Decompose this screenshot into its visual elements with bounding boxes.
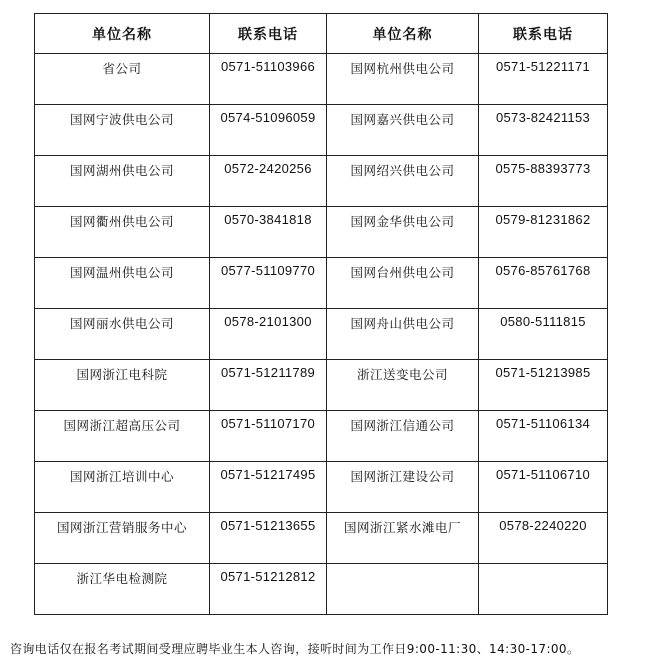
phone-cell: 0578-2240220 [479, 513, 608, 564]
unit-name-cell: 国网丽水供电公司 [35, 309, 210, 360]
phone-cell: 0580-5111815 [479, 309, 608, 360]
table-row [35, 564, 608, 615]
header-unit-name: 单位名称 [35, 14, 210, 54]
table-row [35, 258, 608, 309]
unit-name-cell: 国网温州供电公司 [35, 258, 210, 309]
phone-cell: 0571-51221171 [479, 54, 608, 105]
unit-name-cell: 国网浙江营销服务中心 [35, 513, 210, 564]
phone-cell [479, 564, 608, 615]
unit-name-cell [327, 564, 479, 615]
phone-cell: 0573-82421153 [479, 105, 608, 156]
unit-name-cell: 国网浙江电科院 [35, 360, 210, 411]
unit-name-cell: 国网宁波供电公司 [35, 105, 210, 156]
unit-name-cell: 国网杭州供电公司 [327, 54, 479, 105]
table-row [35, 411, 608, 462]
phone-cell: 0571-51212812 [210, 564, 327, 615]
phone-cell: 0571-51217495 [210, 462, 327, 513]
phone-cell: 0572-2420256 [210, 156, 327, 207]
unit-name-cell: 国网衢州供电公司 [35, 207, 210, 258]
table-row [35, 105, 608, 156]
phone-cell: 0578-2101300 [210, 309, 327, 360]
header-unit-name: 单位名称 [327, 14, 479, 54]
table-row [35, 156, 608, 207]
contact-table [34, 13, 608, 615]
unit-name-cell: 浙江送变电公司 [327, 360, 479, 411]
phone-cell: 0574-51096059 [210, 105, 327, 156]
phone-cell: 0571-51106134 [479, 411, 608, 462]
unit-name-cell: 省公司 [35, 54, 210, 105]
table-row [35, 462, 608, 513]
table-row [35, 513, 608, 564]
table-header-row [35, 14, 608, 54]
phone-cell: 0571-51211789 [210, 360, 327, 411]
unit-name-cell: 国网浙江建设公司 [327, 462, 479, 513]
phone-cell: 0571-51107170 [210, 411, 327, 462]
table-row [35, 54, 608, 105]
phone-cell: 0570-3841818 [210, 207, 327, 258]
unit-name-cell: 浙江华电检测院 [35, 564, 210, 615]
phone-cell: 0571-51106710 [479, 462, 608, 513]
header-phone: 联系电话 [210, 14, 327, 54]
consultation-note: 咨询电话仅在报名考试期间受理应聘毕业生本人咨询，接听时间为工作日9:00-11:30、14:30-17:00。 [10, 642, 580, 656]
table-row [35, 360, 608, 411]
header-phone: 联系电话 [479, 14, 608, 54]
phone-cell: 0575-88393773 [479, 156, 608, 207]
unit-name-cell: 国网浙江紧水滩电厂 [327, 513, 479, 564]
unit-name-cell: 国网台州供电公司 [327, 258, 479, 309]
unit-name-cell: 国网金华供电公司 [327, 207, 479, 258]
phone-cell: 0571-51213655 [210, 513, 327, 564]
unit-name-cell: 国网嘉兴供电公司 [327, 105, 479, 156]
unit-name-cell: 国网绍兴供电公司 [327, 156, 479, 207]
phone-cell: 0571-51103966 [210, 54, 327, 105]
unit-name-cell: 国网浙江超高压公司 [35, 411, 210, 462]
unit-name-cell: 国网浙江信通公司 [327, 411, 479, 462]
unit-name-cell: 国网湖州供电公司 [35, 156, 210, 207]
phone-cell: 0571-51213985 [479, 360, 608, 411]
table-row [35, 309, 608, 360]
phone-cell: 0579-81231862 [479, 207, 608, 258]
phone-cell: 0576-85761768 [479, 258, 608, 309]
table-row [35, 207, 608, 258]
phone-cell: 0577-51109770 [210, 258, 327, 309]
unit-name-cell: 国网舟山供电公司 [327, 309, 479, 360]
unit-name-cell: 国网浙江培训中心 [35, 462, 210, 513]
